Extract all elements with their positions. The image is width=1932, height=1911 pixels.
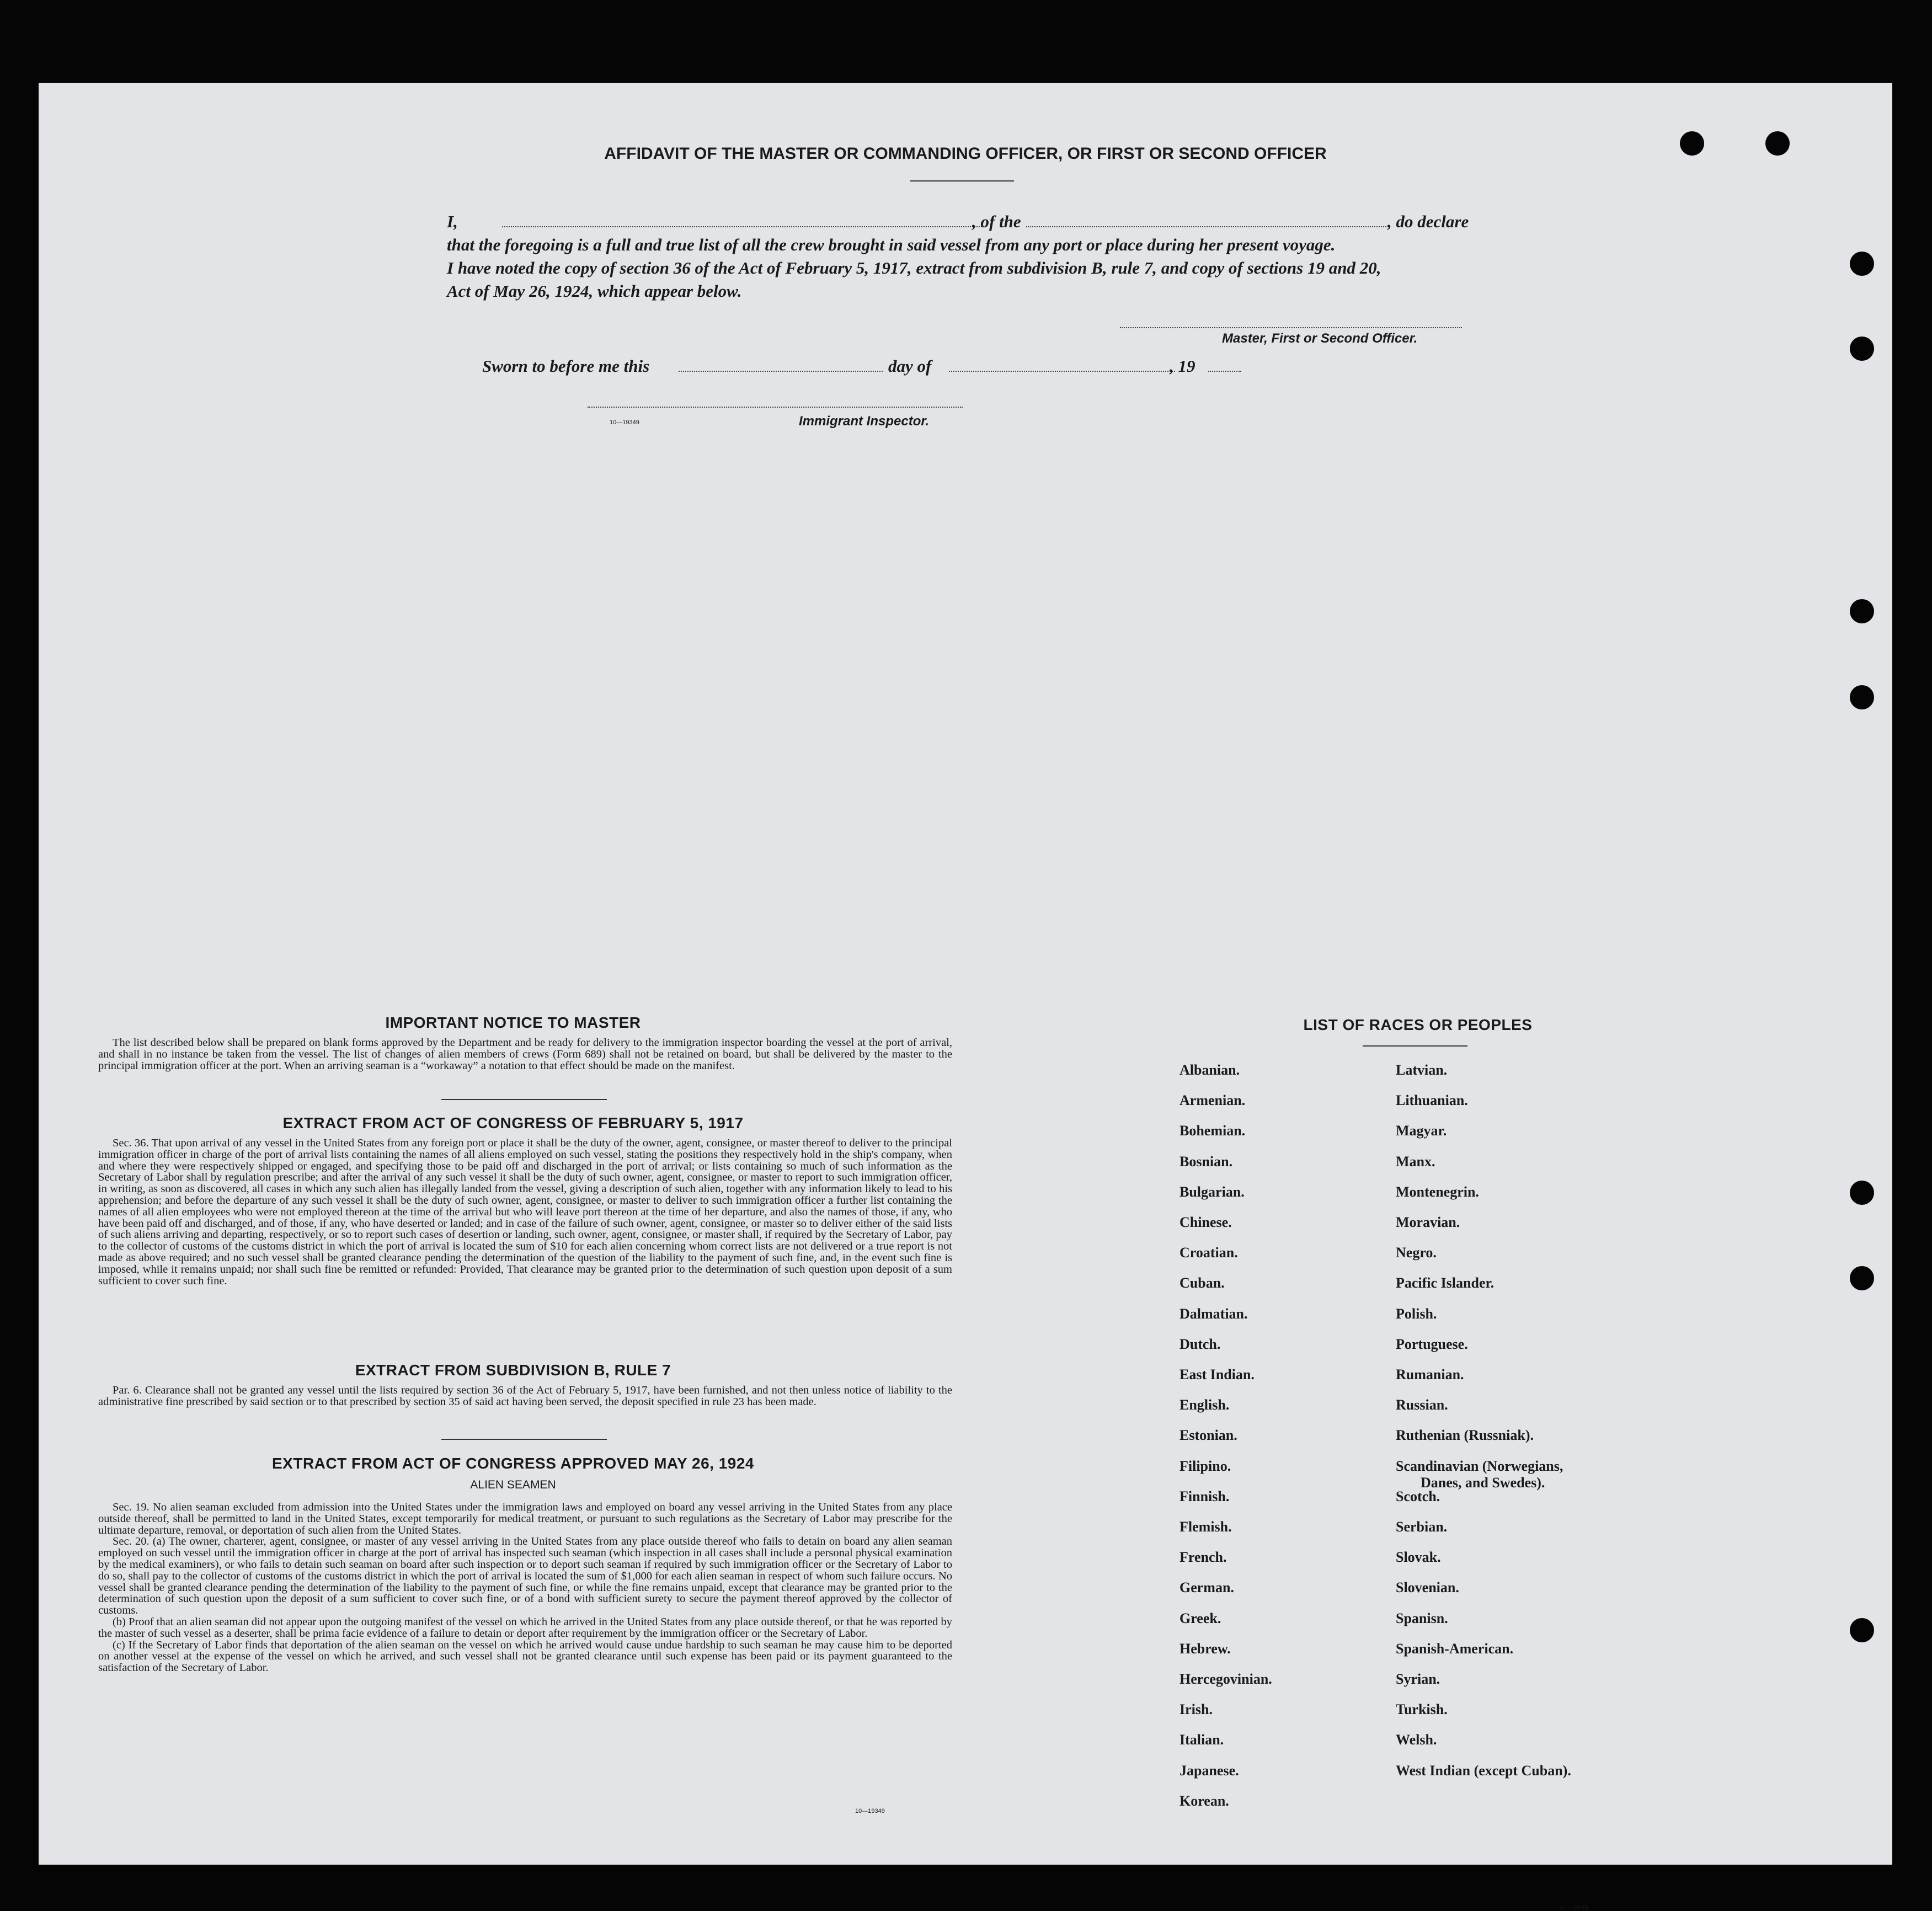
alien-seamen-subtitle: ALIEN SEAMEN xyxy=(470,1478,556,1491)
race-item: East Indian. xyxy=(1180,1366,1255,1382)
race-item: Welsh. xyxy=(1396,1732,1437,1748)
binder-hole xyxy=(1680,131,1704,156)
form-number-top: 10—19349 xyxy=(610,419,639,426)
race-item: Armenian. xyxy=(1180,1092,1246,1109)
form-number-bottom-right: 10—19349 xyxy=(1559,1904,1588,1911)
race-item: Filipino. xyxy=(1180,1458,1231,1474)
race-item: Spanisn. xyxy=(1396,1610,1448,1626)
race-item: Bosnian. xyxy=(1180,1153,1233,1170)
sworn-prefix: Sworn to before me this xyxy=(482,356,650,376)
race-item: Greek. xyxy=(1180,1610,1221,1626)
race-item: Hercegovinian. xyxy=(1180,1671,1272,1687)
race-item: Hebrew. xyxy=(1180,1640,1231,1657)
vessel-blank xyxy=(1026,226,1390,227)
race-item: Dalmatian. xyxy=(1180,1305,1248,1322)
document-page xyxy=(39,83,1892,1911)
race-item: Finnish. xyxy=(1180,1488,1230,1504)
inspector-signature-blank xyxy=(588,407,963,408)
race-item: Irish. xyxy=(1180,1701,1213,1718)
notice-paragraph: The list described below shall be prepared on blank forms approved by the Department and be ready for delivery to the immigration inspector boarding the vessel at the port of arrival, and shall in no instance be taken from the vessel. The list of changes of alien members of crews (Form 689) shall not be retained on board, but shall be delivered by the master to the principal immigration officer at the port. When an arriving seaman is a “workaway” a notation to that effect should be made on the manifest. xyxy=(98,1037,952,1072)
form-number-bottom-left: 10—19349 xyxy=(855,1808,885,1814)
month-blank xyxy=(949,371,1175,372)
sec-20a-paragraph: Sec. 20. (a) The owner, charterer, agent, consignee, or master of any vessel arriving in the United States from any place outside thereof who fails to detain on board any alien seaman employed on such vessel until the immigration officer in charge at the port of arrival has inspected such seaman (which inspection in all cases shall include a personal physical examination by the medical examiners), or who fails to detain such seaman on board after such inspection or to deport such seaman if required by such immigration officer or the Secretary of Labor to do so, shall pay to the collector of customs of the customs district in which the port of arrival is located the sum of $1,000 for each alien seaman in respect of whom such failure occurs. No vessel shall be granted clearance pending the determination of the liability to the payment of such fine, or while the fine remains unpaid, except that clearance may be granted prior to the determination of such question upon the deposit of a sum sufficient to cover such fine, or of a bond with sufficient surety to secure the payment thereof approved by the collector of customs. xyxy=(98,1535,952,1617)
race-item: Flemish. xyxy=(1180,1519,1232,1535)
divider-2 xyxy=(441,1439,607,1440)
extract-1917-title: EXTRACT FROM ACT OF CONGRESS OF FEBRUARY 5, 1917 xyxy=(282,1114,744,1131)
extract-1917-text xyxy=(98,1138,952,1287)
sec-36-paragraph: Sec. 36. That upon arrival of any vessel in the United States from any foreign port or place it shall be the duty of the owner, agent, consignee, or master thereof to deliver to the principal immigration officer in charge of the port of arrival lists containing the names of all aliens employed on such vessel, stating the positions they respectively hold in the ship's company, when and where they were respectively shipped or engaged, and specifying those to be paid off and discharged in the port of arrival; or lists containing so much of such information as the Secretary of Labor shall by regulation prescribe; and after the arrival of any such vessel it shall be the duty of such owner, agent, consignee, or master to report to such immigration officer, in writing, as soon as discovered, all cases in which any such alien has illegally landed from the vessel, giving a description of such alien, together with any information likely to lead to his apprehension; and before the departure of any such vessel it shall be the duty of such owner, agent, consignee, or master to deliver to such immigration officer a further list containing the names of all alien employees who were not employed thereon at the time of the arrival but who will leave port thereon at the time of her departure, and also the names of those, if any, who have been paid off and discharged, and of those, if any, who have deserted or landed; and in case of the failure of such owner, agent, consignee, or master so to deliver either of the said lists of such aliens arriving and departing, respectively, or so to report such cases of desertion or landing, such owner, agent, consignee, or master shall, if required by the Secretary of Labor, pay to the collector of customs of the customs district in which the port of arrival is located the sum of $10 for each alien concerning whom correct lists are not delivered or a true report is not made as above required; and no such vessel shall be granted clearance pending the determination of the question of the liability to the payment of such fine, and, in the event such fine is imposed, while it remains unpaid; nor shall such fine be remitted or refunded: Provided, That clearance may be granted prior to the determination of such question upon deposit of a sum sufficient to cover such fine. xyxy=(98,1137,952,1287)
race-item: Ruthenian (Russniak). xyxy=(1396,1427,1534,1444)
race-item: Polish. xyxy=(1396,1305,1437,1322)
race-item: Estonian. xyxy=(1180,1427,1237,1444)
race-item: Syrian. xyxy=(1396,1671,1440,1687)
race-item: Cuban. xyxy=(1180,1275,1225,1291)
signature-label: Master, First or Second Officer. xyxy=(1222,331,1418,346)
par-6-paragraph: Par. 6. Clearance shall not be granted any vessel until the lists required by section 36 of the Act of February 5, 1917, have been furnished, and not then unless notice of liability to the administrative fine prescribed by said section or to that prescribed by section 35 of said act having been served, the deposit specified in rule 23 has been made. xyxy=(98,1384,952,1408)
race-item: Rumanian. xyxy=(1396,1366,1464,1382)
day-blank xyxy=(679,371,883,372)
year-prefix: , 19 xyxy=(1170,356,1196,376)
race-item: Lithuanian. xyxy=(1396,1092,1468,1109)
race-item: Croatian. xyxy=(1180,1245,1238,1261)
binder-hole xyxy=(1850,599,1874,623)
binder-hole xyxy=(1850,1266,1874,1290)
race-item: Scotch. xyxy=(1396,1488,1440,1504)
divider-1 xyxy=(441,1099,607,1100)
extract-1924-title: EXTRACT FROM ACT OF CONGRESS APPROVED MAY 26, 1924 xyxy=(272,1455,754,1472)
affidavit-of-the: , of the xyxy=(972,212,1021,231)
year-blank xyxy=(1208,371,1241,372)
extract-1924-text xyxy=(98,1502,952,1674)
race-item: Spanish-American. xyxy=(1396,1640,1514,1657)
affidavit-do-declare: , do declare xyxy=(1387,212,1469,231)
signature-blank xyxy=(1120,327,1462,328)
race-item: Negro. xyxy=(1396,1245,1437,1261)
race-item: Bulgarian. xyxy=(1180,1183,1245,1200)
inspector-label: Immigrant Inspector. xyxy=(799,414,930,429)
race-item: Chinese. xyxy=(1180,1214,1232,1230)
binder-hole xyxy=(1850,1618,1874,1642)
sec-19-paragraph: Sec. 19. No alien seaman excluded from admission into the United States under the immigration laws and employed on board any vessel arriving in the United States from any place outside thereof, shall be permitted to land in the United States, except temporarily for medical treatment, or pursuant to such regulations as the Secretary of Labor may prescribe for the ultimate departure, removal, or deportation of such alien from the United States. xyxy=(98,1501,952,1536)
title-underline xyxy=(910,180,1014,182)
binder-hole xyxy=(1765,131,1790,156)
affidavit-i-label: I, xyxy=(447,212,458,231)
race-item: French. xyxy=(1180,1549,1227,1566)
subdivision-b-title: EXTRACT FROM SUBDIVISION B, RULE 7 xyxy=(355,1362,671,1379)
race-item: Slovenian. xyxy=(1396,1579,1459,1596)
race-item: German. xyxy=(1180,1579,1234,1596)
binder-hole xyxy=(1850,685,1874,709)
name-blank xyxy=(502,226,982,227)
sec-20c-paragraph: (c) If the Secretary of Labor finds that deportation of the alien seaman on the vessel on which he arrived would cause undue hardship to such seaman he may cause him to be deported on another vessel at the expense of the vessel on which he arrived, and such vessel shall not be granted clearance until such expense has been paid or its payment guaranteed to the satisfaction of the Secretary of Labor. xyxy=(98,1638,952,1674)
sec-20b-paragraph: (b) Proof that an alien seaman did not appear upon the outgoing manifest of the vessel on which he arrived in the United States from any place outside thereof, or that he was reported by the master of such vessel as a deserter, shall be prima facie evidence of a failure to detain or deport after requirement by the immigration officer or the Secretary of Labor. xyxy=(98,1615,952,1640)
race-item: Portuguese. xyxy=(1396,1336,1468,1352)
race-item: Pacific Islander. xyxy=(1396,1275,1495,1291)
notice-title: IMPORTANT NOTICE TO MASTER xyxy=(385,1014,641,1031)
race-item: Latvian. xyxy=(1396,1062,1448,1078)
day-of-label: day of xyxy=(888,356,932,376)
notice-text xyxy=(98,1037,952,1071)
race-item: Moravian. xyxy=(1396,1214,1460,1230)
affidavit-line-2: that the foregoing is a full and true list of all the crew brought in said vessel from any port or place during her present voyage. xyxy=(447,235,1336,254)
race-item: Bohemian. xyxy=(1180,1123,1246,1139)
race-item: Dutch. xyxy=(1180,1336,1221,1352)
race-item: West Indian (except Cuban). xyxy=(1396,1762,1571,1779)
race-item: Montenegrin. xyxy=(1396,1183,1479,1200)
race-item: Serbian. xyxy=(1396,1519,1448,1535)
race-item: Slovak. xyxy=(1396,1549,1441,1566)
race-item: Manx. xyxy=(1396,1153,1435,1170)
race-item: Italian. xyxy=(1180,1732,1224,1748)
race-item: Russian. xyxy=(1396,1397,1448,1413)
binder-hole xyxy=(1850,1181,1874,1205)
binder-hole xyxy=(1850,337,1874,361)
race-item: Albanian. xyxy=(1180,1062,1240,1078)
races-title: LIST OF RACES OR PEOPLES xyxy=(1303,1016,1533,1033)
race-item: Danes, and Swedes). xyxy=(1421,1474,1545,1491)
affidavit-line-3: I have noted the copy of section 36 of the Act of February 5, 1917, extract from subdivision B, rule 7, and copy of sections 19 and 20, xyxy=(447,258,1381,277)
affidavit-line-4: Act of May 26, 1924, which appear below. xyxy=(447,281,742,301)
race-item: Magyar. xyxy=(1396,1123,1447,1139)
race-item: Turkish. xyxy=(1396,1701,1448,1718)
race-item: Japanese. xyxy=(1180,1762,1239,1779)
binder-hole xyxy=(1850,252,1874,276)
race-item: Scandinavian (Norwegians, xyxy=(1396,1458,1563,1474)
race-item: English. xyxy=(1180,1397,1230,1413)
races-underline xyxy=(1363,1045,1467,1047)
subdivision-b-text xyxy=(98,1385,952,1408)
affidavit-title: AFFIDAVIT OF THE MASTER OR COMMANDING OFFICER, OR FIRST OR SECOND OFFICER xyxy=(604,145,1327,163)
race-item: Korean. xyxy=(1180,1792,1229,1809)
